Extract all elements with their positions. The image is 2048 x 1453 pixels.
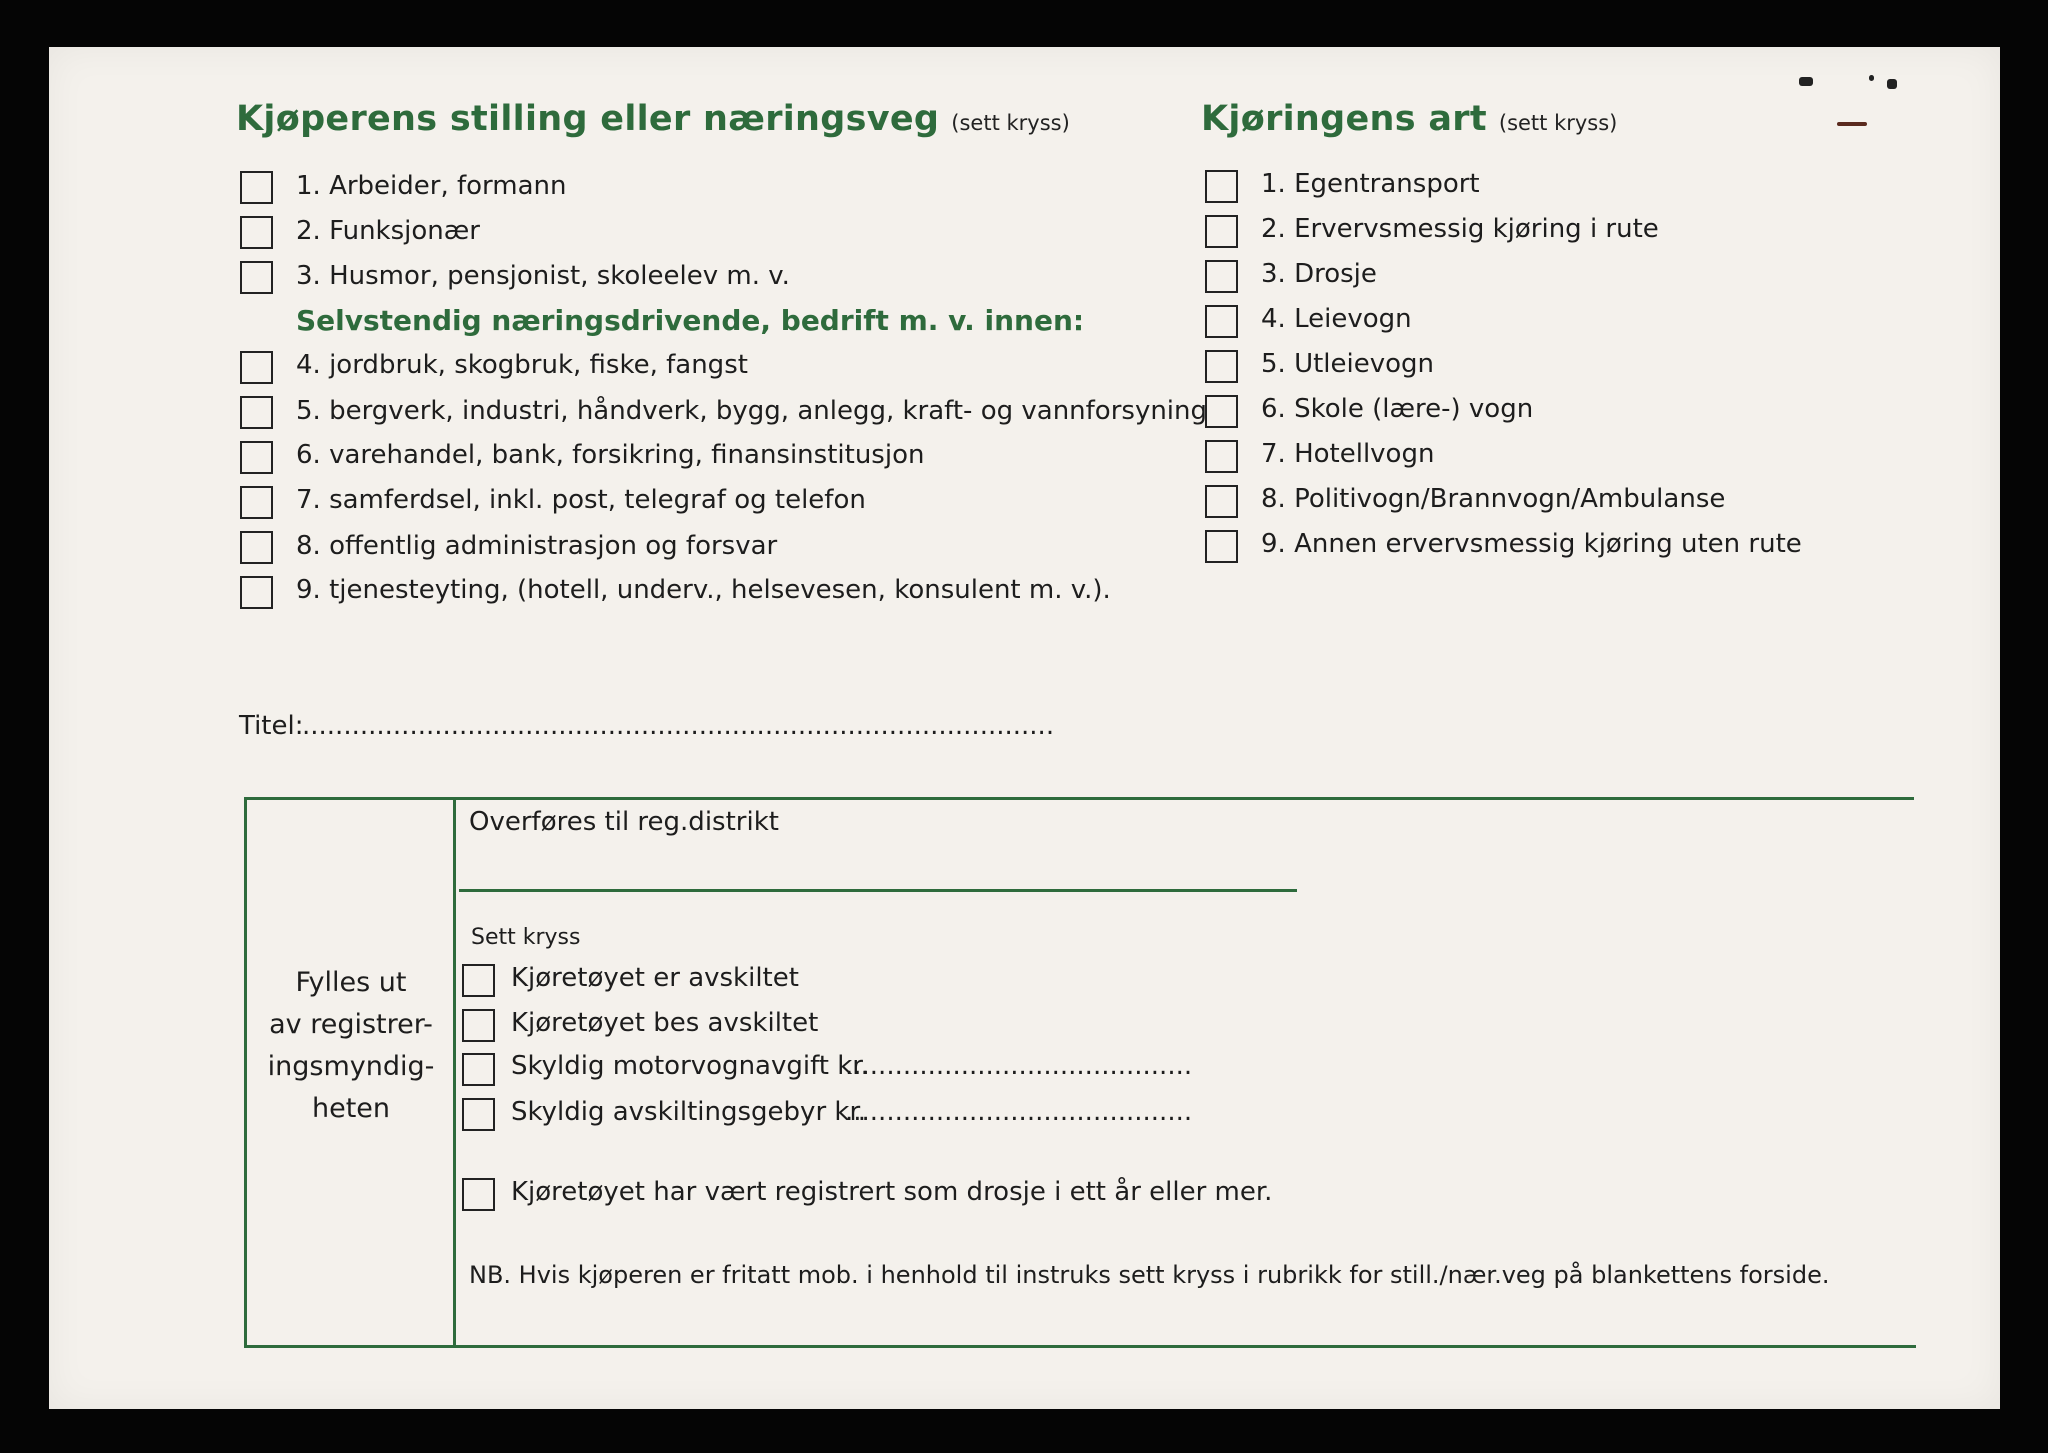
checkbox-bes-avskiltet[interactable] — [462, 1009, 495, 1042]
stilling-item-label: 6. varehandel, bank, forsikring, finansinstitusjon — [296, 440, 925, 470]
stilling-item-label: 4. jordbruk, skogbruk, fiske, fangst — [296, 350, 748, 380]
right-section-heading — [1201, 99, 1617, 139]
checkbox-stilling-7[interactable] — [240, 486, 273, 519]
left-section-hint: (sett kryss) — [951, 111, 1070, 135]
checkbox-stilling-9[interactable] — [240, 576, 273, 609]
checkbox-kjoring-8[interactable] — [1205, 485, 1238, 518]
transfer-district-field[interactable] — [459, 889, 1297, 892]
checkbox-avskiltingsgebyr[interactable] — [462, 1098, 495, 1131]
kjoring-item-label: 8. Politivogn/Brannvogn/Ambulanse — [1261, 484, 1726, 514]
checkbox-kjoring-7[interactable] — [1205, 440, 1238, 473]
kjoring-item-label: 9. Annen ervervsmessig kjøring uten rute — [1261, 529, 1802, 559]
avskiltingsgebyr-amount-field[interactable]: .......................................... — [845, 1097, 1193, 1127]
checkbox-stilling-1[interactable] — [240, 171, 273, 204]
checkbox-avskiltet[interactable] — [462, 964, 495, 997]
stilling-item-label: 2. Funksjonær — [296, 216, 480, 246]
ink-mark — [1887, 79, 1897, 89]
checkbox-kjoring-9[interactable] — [1205, 530, 1238, 563]
checkbox-stilling-3[interactable] — [240, 261, 273, 294]
checkbox-stilling-4[interactable] — [240, 351, 273, 384]
kjoring-item-label: 3. Drosje — [1261, 259, 1377, 289]
ink-mark — [1837, 122, 1867, 126]
checkbox-kjoring-3[interactable] — [1205, 260, 1238, 293]
check-label: Skyldig avskiltingsgebyr kr. — [511, 1097, 867, 1127]
kjoring-item-label: 4. Leievogn — [1261, 304, 1412, 334]
stilling-item-label: 3. Husmor, pensjonist, skoleelev m. v. — [296, 261, 790, 291]
left-section-heading — [236, 99, 1070, 139]
ink-mark — [1869, 75, 1874, 81]
checkbox-kjoring-1[interactable] — [1205, 170, 1238, 203]
sett-kryss-label: Sett kryss — [471, 925, 581, 950]
stilling-item-label: 5. bergverk, industri, håndverk, bygg, anlegg, kraft- og vannforsyning — [296, 396, 1208, 426]
kjoring-item-label: 7. Hotellvogn — [1261, 439, 1435, 469]
stilling-item-label: 9. tjenesteyting, (hotell, underv., helsevesen, konsulent m. v.). — [296, 575, 1111, 605]
form-paper — [49, 47, 2000, 1409]
kjoring-item-label: 6. Skole (lære-) vogn — [1261, 394, 1534, 424]
kjoring-item-label: 1. Egentransport — [1261, 169, 1480, 199]
check-label: Kjøretøyet bes avskiltet — [511, 1008, 819, 1038]
kjoring-item-label: 5. Utleievogn — [1261, 349, 1435, 379]
checkbox-stilling-5[interactable] — [240, 396, 273, 429]
kjoring-item-label: 2. Ervervsmessig kjøring i rute — [1261, 214, 1659, 244]
box-top-rule — [244, 797, 1914, 800]
authority-note — [249, 962, 453, 1130]
box-bottom-rule — [244, 1345, 1916, 1348]
titel-label: Titel: — [239, 711, 304, 741]
taxi-check-label: Kjøretøyet har vært registrert som drosje i ett år eller mer. — [511, 1177, 1273, 1207]
left-section-title: Kjøperens stilling eller næringsveg — [236, 99, 940, 139]
authority-note-line: av registrer- — [269, 1009, 433, 1040]
checkbox-motorvognavgift[interactable] — [462, 1053, 495, 1086]
checkbox-stilling-8[interactable] — [240, 531, 273, 564]
checkbox-stilling-6[interactable] — [240, 441, 273, 474]
checkbox-kjoring-2[interactable] — [1205, 215, 1238, 248]
checkbox-stilling-2[interactable] — [240, 216, 273, 249]
titel-field[interactable]: ........................................................................................... — [302, 711, 1055, 741]
checkbox-kjoring-6[interactable] — [1205, 395, 1238, 428]
transfer-district-label: Overføres til reg.distrikt — [469, 807, 779, 837]
right-section-title: Kjøringens art — [1201, 99, 1487, 139]
stilling-item-label: 1. Arbeider, formann — [296, 171, 567, 201]
self-employed-subheading: Selvstendig næringsdrivende, bedrift m. v. innen: — [296, 304, 1085, 337]
box-divider-rule — [453, 797, 456, 1348]
authority-note-line: ingsmyndig- — [267, 1051, 435, 1082]
check-label: Skyldig motorvognavgift kr. — [511, 1051, 869, 1081]
authority-note-line: heten — [311, 1093, 391, 1124]
right-section-hint: (sett kryss) — [1498, 111, 1618, 135]
checkbox-kjoring-5[interactable] — [1205, 350, 1238, 383]
box-left-rule — [244, 797, 247, 1348]
stilling-item-label: 7. samferdsel, inkl. post, telegraf og telefon — [296, 485, 866, 515]
checkbox-drosje-ett-ar[interactable] — [462, 1178, 495, 1211]
check-label: Kjøretøyet er avskiltet — [511, 963, 799, 993]
stilling-item-label: 8. offentlig administrasjon og forsvar — [296, 531, 778, 561]
checkbox-kjoring-4[interactable] — [1205, 305, 1238, 338]
authority-note-line: Fylles ut — [295, 967, 407, 998]
ink-mark — [1799, 77, 1813, 86]
nb-note: NB. Hvis kjøperen er fritatt mob. i henhold til instruks sett kryss i rubrikk for still./nær.veg på blankettens forside. — [469, 1261, 1830, 1289]
motorvognavgift-amount-field[interactable]: .......................................... — [845, 1051, 1193, 1081]
